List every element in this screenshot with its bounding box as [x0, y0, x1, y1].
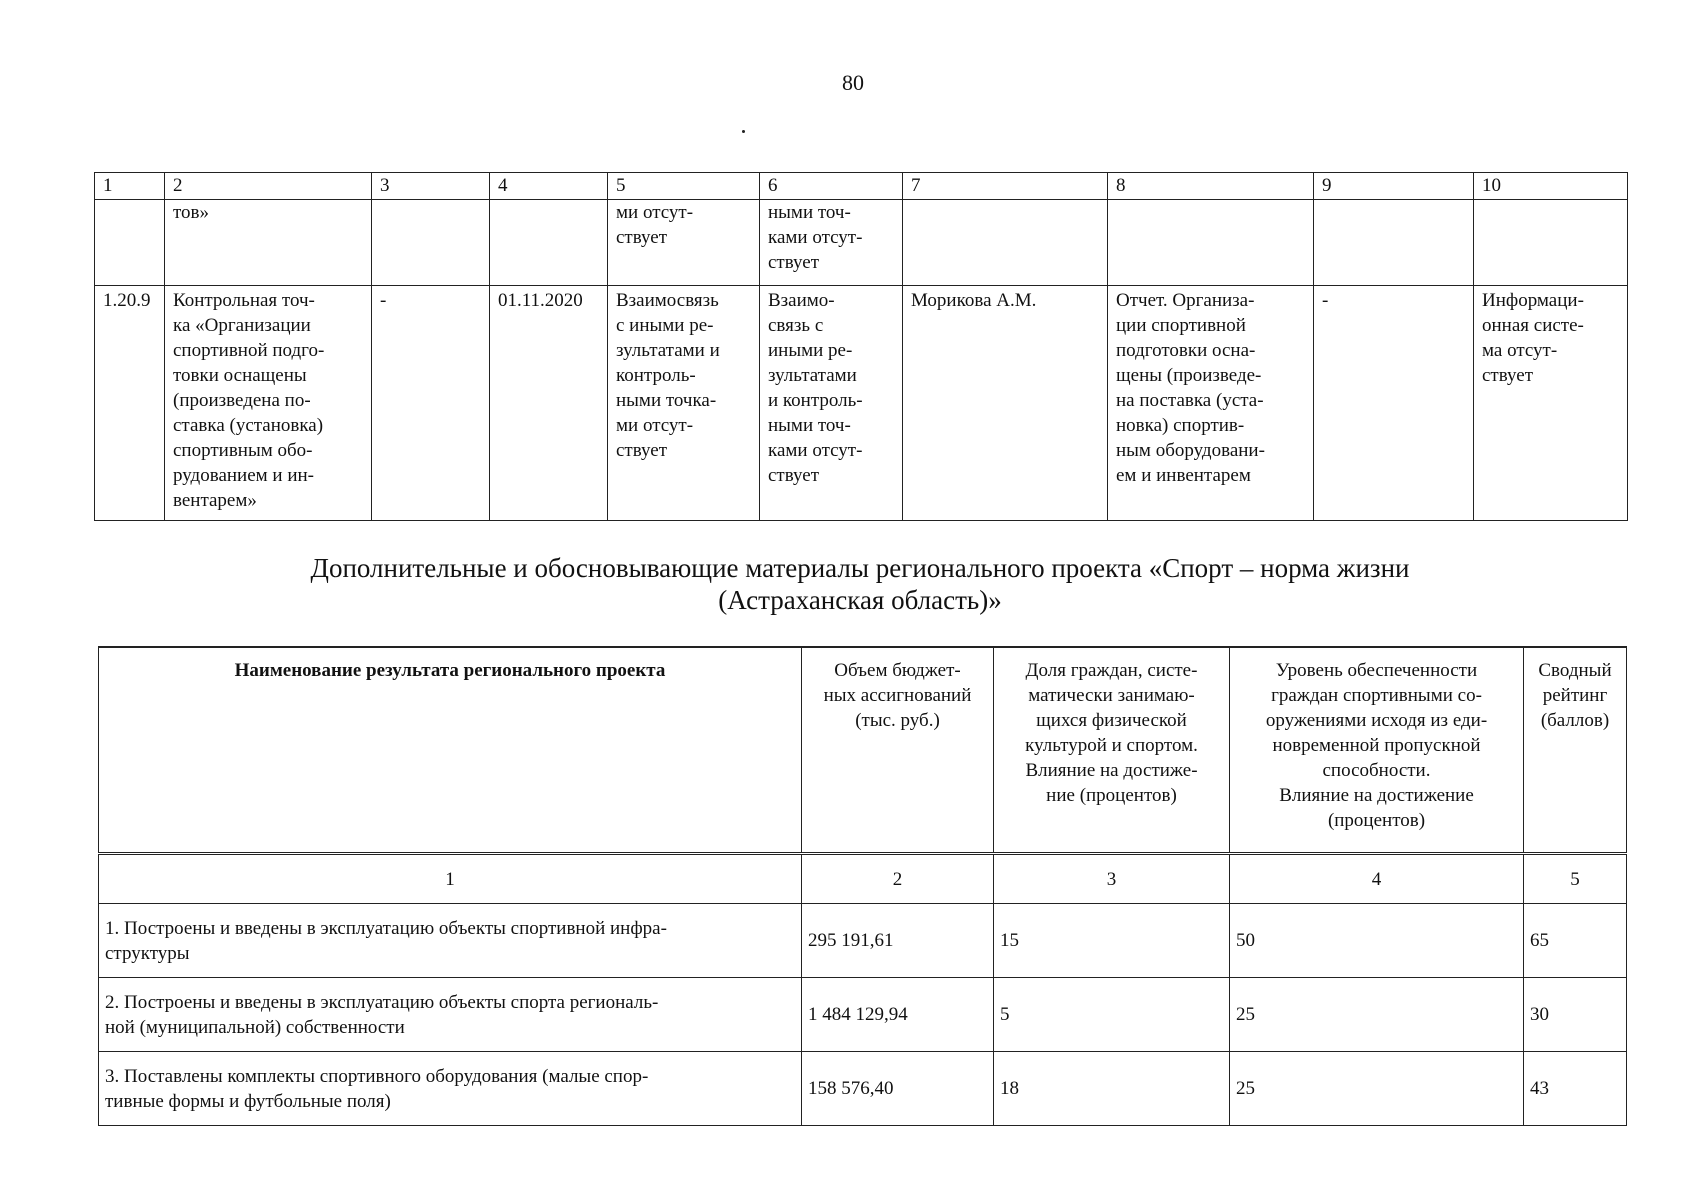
date-cell: 01.11.2020 [490, 286, 608, 521]
table2-header-cell: Доля граждан, систе- матически занимаю- щихся физической культурой и спортом. Влияние на достиже- ние (процентов) [994, 647, 1230, 854]
rating-value: 43 [1524, 1052, 1627, 1126]
level-value: 25 [1230, 978, 1524, 1052]
table1-header-row [95, 173, 1628, 200]
table-cell: тов» [165, 200, 372, 286]
result-name: 2. Построены и введены в эксплуатацию объекты спорта региональ- ной (муниципальной) собственности [99, 978, 802, 1052]
column-number: 5 [1524, 854, 1627, 904]
table2-header-row [99, 647, 1627, 854]
budget-value: 158 576,40 [802, 1052, 994, 1126]
level-value: 50 [1230, 904, 1524, 978]
table1-header-cell: 10 [1474, 173, 1628, 200]
table-cell: - [1314, 286, 1474, 521]
table1-header-cell: 4 [490, 173, 608, 200]
table1-row-1-20-9 [95, 286, 1628, 521]
table-cell [1314, 200, 1474, 286]
table-cell: - [372, 286, 490, 521]
table1-header-cell: 6 [760, 173, 903, 200]
table1-header-cell: 8 [1108, 173, 1314, 200]
table1-header-cell: 2 [165, 173, 372, 200]
table1-header-cell: 7 [903, 173, 1108, 200]
table1-header-cell: 9 [1314, 173, 1474, 200]
table1-header-cell: 5 [608, 173, 760, 200]
result-name: 3. Поставлены комплекты спортивного оборудования (малые спор- тивные формы и футбольные поля) [99, 1052, 802, 1126]
table1-continuation-row [95, 200, 1628, 286]
table-cell [372, 200, 490, 286]
section-title-line-2: (Астраханская область)» [718, 585, 1002, 615]
level-value: 25 [1230, 1052, 1524, 1126]
column-number: 3 [994, 854, 1230, 904]
table-cell: Взаимосвязь с иными ре- зультатами и контроль- ными точка- ми отсут- ствует [608, 286, 760, 521]
table2-column-numbers-row [99, 854, 1627, 904]
table1-header-cell: 1 [95, 173, 165, 200]
table-cell [1108, 200, 1314, 286]
responsible-person: Морикова А.М. [903, 286, 1108, 521]
share-value: 5 [994, 978, 1230, 1052]
table2-header-cell: Сводный рейтинг (баллов) [1524, 647, 1627, 854]
table-cell [490, 200, 608, 286]
table2-header-cell: Уровень обеспеченности граждан спортивными со- оружениями исходя из еди- новременной пропускной способности. Влияние на достижение (процентов) [1230, 647, 1524, 854]
page-number: 80 [842, 70, 864, 95]
budget-value: 1 484 129,94 [802, 978, 994, 1052]
table-cell [1474, 200, 1628, 286]
table-cell: Информаци- онная систе- ма отсут- ствует [1474, 286, 1628, 521]
table1-header-cell: 3 [372, 173, 490, 200]
table-row [99, 1052, 1627, 1126]
project-results-table [98, 646, 1627, 1126]
share-value: 15 [994, 904, 1230, 978]
column-number: 4 [1230, 854, 1524, 904]
control-points-table [94, 172, 1628, 521]
section-title-line-1: Дополнительные и обосновывающие материалы регионального проекта «Спорт – норма жизни [310, 553, 1410, 583]
control-point-name: Контрольная точ- ка «Организации спортивной подго- товки оснащены (произведена по- ставка (установка) спортивным обо- рудованием и ин- вентарем» [165, 286, 372, 521]
column-number: 2 [802, 854, 994, 904]
table2-header-cell: Наименование результата регионального проекта [99, 647, 802, 854]
table-cell: Взаимо- связь с иными ре- зультатами и контроль- ными точ- ками отсут- ствует [760, 286, 903, 521]
row-number: 1.20.9 [95, 286, 165, 521]
rating-value: 30 [1524, 978, 1627, 1052]
result-name: 1. Построены и введены в эксплуатацию объекты спортивной инфра- структуры [99, 904, 802, 978]
table-cell [903, 200, 1108, 286]
table-row [99, 904, 1627, 978]
section-title [120, 552, 1600, 616]
table-row [99, 978, 1627, 1052]
table-cell: Отчет. Организа- ции спортивной подготовки осна- щены (произведе- на поставка (уста- новка) спортив- ным оборудовани- ем и инвентарем [1108, 286, 1314, 521]
rating-value: 65 [1524, 904, 1627, 978]
table-cell [95, 200, 165, 286]
table2-header-cell: Объем бюджет- ных ассигнований (тыс. руб.) [802, 647, 994, 854]
budget-value: 295 191,61 [802, 904, 994, 978]
stray-dot [742, 130, 745, 133]
column-number: 1 [99, 854, 802, 904]
table-cell: ми отсут- ствует [608, 200, 760, 286]
table-cell: ными точ- ками отсут- ствует [760, 200, 903, 286]
share-value: 18 [994, 1052, 1230, 1126]
